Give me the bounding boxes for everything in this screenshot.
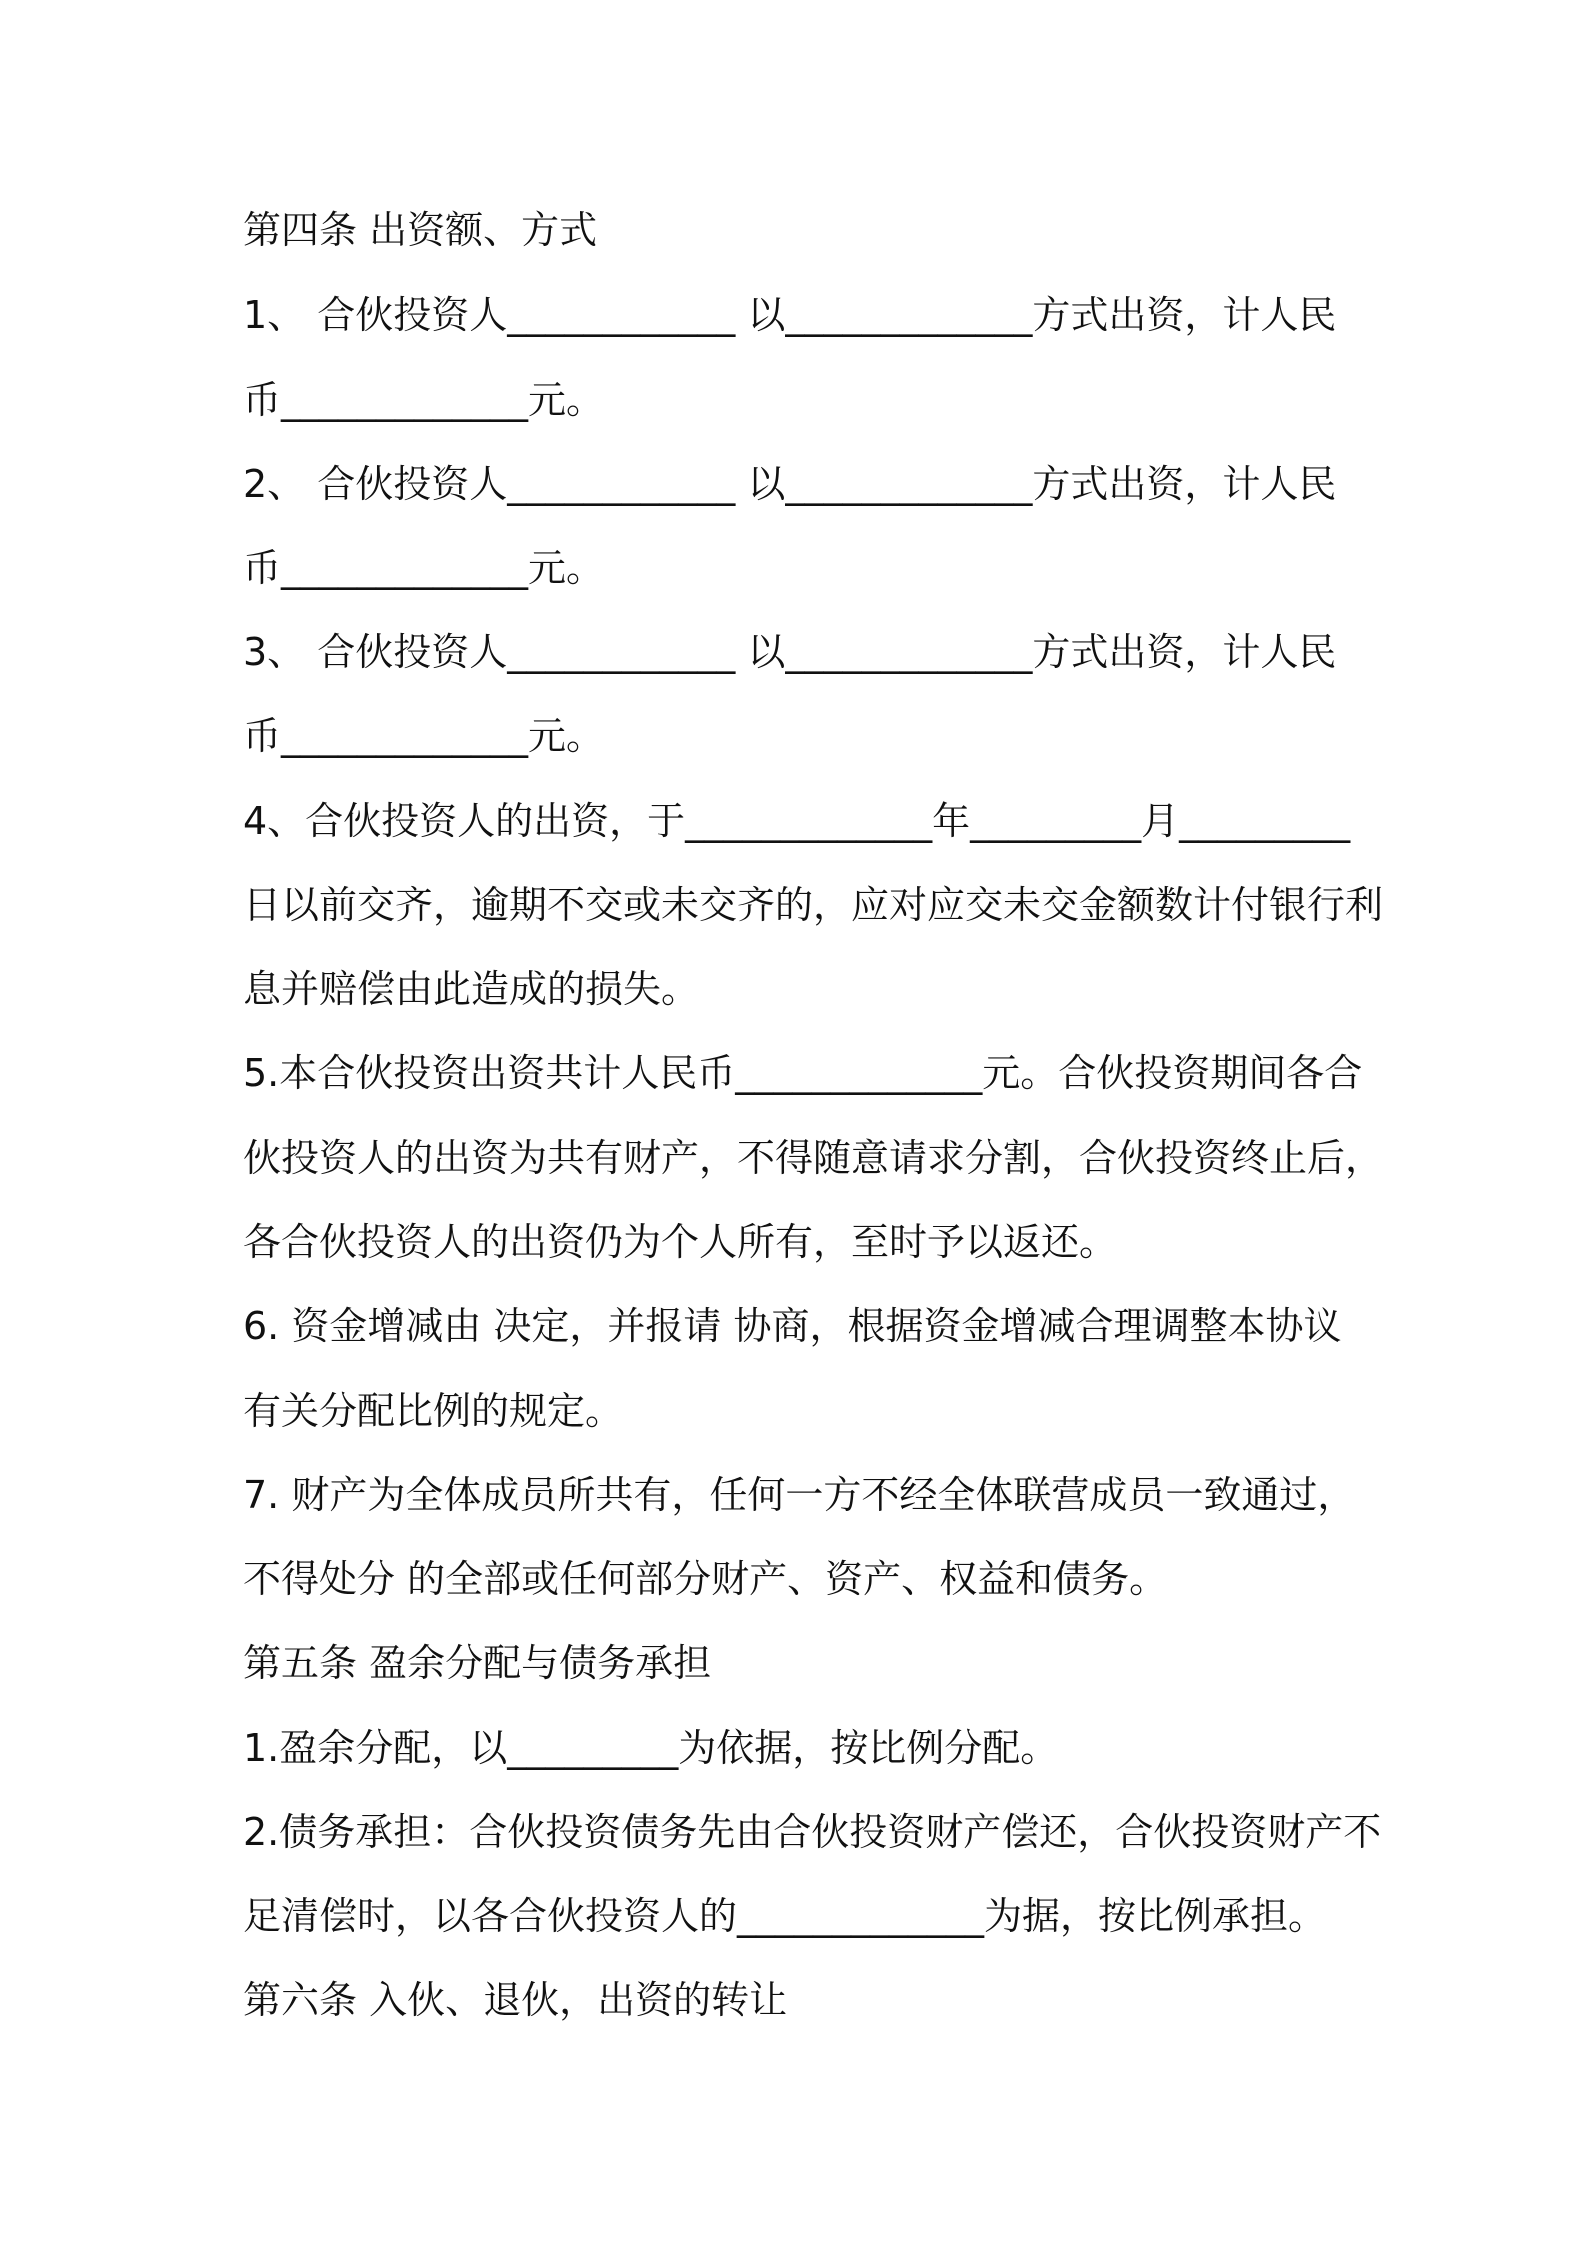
paragraph-line: 1、 合伙投资人____________ 以_____________方式出资，计人民 [243,293,1337,337]
heading-article-6: 第六条 入伙、退伙，出资的转让 [243,1978,788,2022]
paragraph-line: 日以前交齐，逾期不交或未交齐的，应对应交未交金额数计付银行利 [243,883,1384,927]
paragraph-line: 2.债务承担：合伙投资债务先由合伙投资财产偿还，合伙投资财产不 [243,1810,1382,1854]
paragraph-line: 3、 合伙投资人____________ 以_____________方式出资，计人民 [243,630,1337,674]
paragraph-line: 伙投资人的出资为共有财产，不得随意请求分割，合伙投资终止后， [243,1136,1384,1180]
paragraph-line: 不得处分 的全部或任何部分财产、资产、权益和债务。 [243,1557,1168,1601]
heading-article-4: 第四条 出资额、方式 [243,208,598,252]
paragraph-line: 币_____________元。 [243,714,605,758]
heading-article-5: 第五条 盈余分配与债务承担 [243,1641,712,1685]
paragraph-line: 2、 合伙投资人____________ 以_____________方式出资，计人民 [243,462,1337,506]
paragraph-line: 有关分配比例的规定。 [243,1389,624,1433]
paragraph-line: 币_____________元。 [243,546,605,590]
paragraph-line: 息并赔偿由此造成的损失。 [243,967,700,1011]
paragraph-line: 4、合伙投资人的出资，于_____________年_________月_________ [243,799,1351,843]
paragraph-line: 足清偿时，以各合伙投资人的_____________为据，按比例承担。 [243,1894,1327,1938]
paragraph-line: 币_____________元。 [243,378,605,422]
paragraph-line: 7. 财产为全体成员所共有，任何一方不经全体联营成员一致通过， [243,1473,1356,1517]
paragraph-line: 5.本合伙投资出资共计人民币_____________元。合伙投资期间各合 [243,1051,1363,1095]
paragraph-line: 各合伙投资人的出资仍为个人所有，至时予以返还。 [243,1220,1118,1264]
paragraph-line: 6. 资金增减由 决定，并报请 协商，根据资金增减合理调整本协议 [243,1304,1342,1348]
paragraph-line: 1.盈余分配，以_________为依据，按比例分配。 [243,1726,1059,1770]
